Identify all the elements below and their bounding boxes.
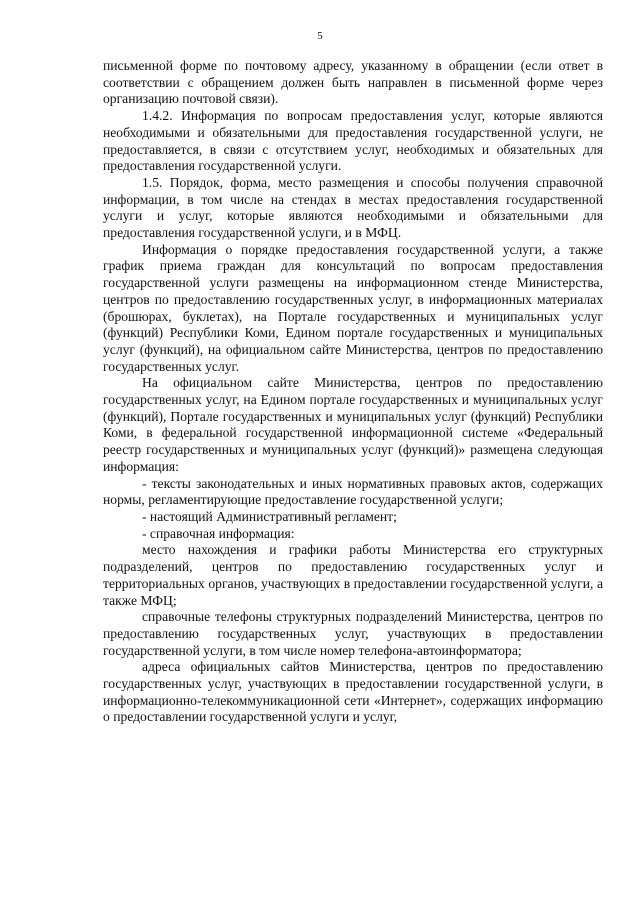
list-item-regulation: - настоящий Административный регламент; [142, 508, 397, 524]
paragraph-continuation: письменной форме по почтовому адресу, указанному в обращении (если ответ в соответствии с обращением должен быть направлен в письменной форме через организацию почтовой связи). [103, 58, 603, 107]
paragraph-information-placement: Информация о порядке предоставления государственной услуги, а также график приема граждан для консультаций по вопросам предоставления государственной услуги размещены на информационном стенде Министерства, центров по предоставлению государственных услуг, в информационных материалах (брошюрах, буклетах), на Портале государственных и муниципальных услуг (функций) Республики Коми, Едином портале государственных и муниципальных услуг (функций), на официальном сайте Министерства, центров по предоставлению государственных услуг. [103, 241, 603, 374]
paragraph-1-5-heading: 1.5. Порядок, форма, место размещения и способы получения справочной информации, в том числе на стендах в местах предоставления государственной услуги и услуг, которые являются необходимыми и обязательными для предоставления государственной услуги, и в МФЦ. [103, 174, 603, 241]
paragraph-official-site: На официальном сайте Министерства, центров по предоставлению государственных услуг, на Едином портале государственных и муниципальных услуг (функций), Портале государственных и муниципальных услуг (функций) Республики Коми, в федеральной государственной информационной системе «Федеральный реестр государственных и муниципальных услуг (функций)» размещена следующая информация: [103, 375, 603, 474]
document-body [103, 58, 603, 726]
list-item-reference-info: - справочная информация: [142, 525, 295, 541]
paragraph-1-4-2: 1.4.2. Информация по вопросам предоставления услуг, которые являются необходимыми и обязательными для предоставления государственной услуги, не предоставляется, в связи с отсутствием услуг, необходимых и обязательных для предоставления государственной услуги. [103, 108, 603, 174]
paragraph-website-addresses: адреса официальных сайтов Министерства, центров по предоставлению государственных услуг, участвующих в предоставлении государственной услуги, в информационно-телекоммуникационной сети «Интернет», содержащих информацию о предоставлении государственной услуги и услуг, [103, 659, 603, 725]
paragraph-location-schedule: место нахождения и графики работы Министерства его структурных подразделений, центров по предоставлению государственных услуг и территориальных органов, участвующих в предоставлении государственной услуги, а также МФЦ; [103, 542, 603, 608]
list-item-legal-acts: - тексты законодательных и иных нормативных правовых актов, содержащих нормы, регламентирующие предоставление государственной услуги; [103, 475, 603, 508]
page-number: 5 [317, 30, 323, 42]
paragraph-reference-phones: справочные телефоны структурных подразделений Министерства, центров по предоставлению государственных услуг, участвующих в предоставлении государственной услуги, в том числе номер телефона-автоинформатора; [103, 609, 603, 658]
